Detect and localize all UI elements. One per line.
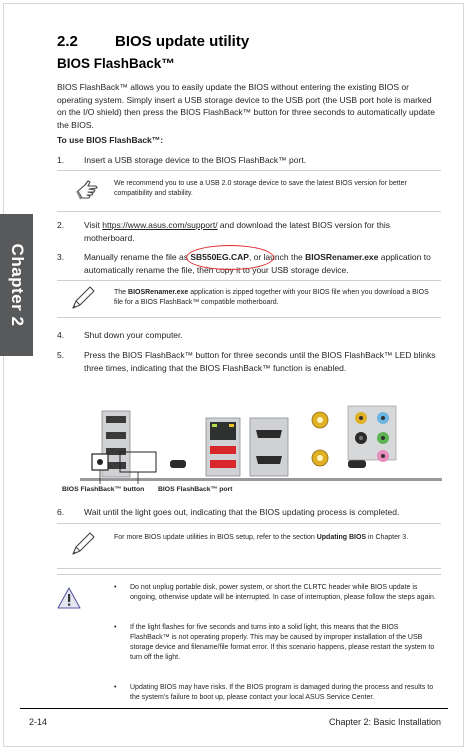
note-1-text: We recommend you to use a USB 2.0 storage device to save the latest BIOS version for better compatibility and stability. xyxy=(114,180,407,197)
footer-rule xyxy=(20,708,448,709)
step-text: Shut down your computer. xyxy=(84,330,183,340)
io-shield-edge xyxy=(80,478,442,481)
pen-note-icon xyxy=(69,284,97,312)
step-number: 6. xyxy=(57,507,65,517)
footer-page-number: 2-14 xyxy=(29,717,48,727)
warning-triangle-icon xyxy=(57,587,81,609)
step-number: 5. xyxy=(57,350,65,360)
step-number: 1. xyxy=(57,155,65,165)
display-ports xyxy=(250,418,288,476)
chapter-tab xyxy=(0,214,33,356)
note-box-1 xyxy=(57,170,441,212)
pen-note-icon xyxy=(69,530,97,558)
note-box-3 xyxy=(57,523,441,569)
section-number: 2.2 xyxy=(57,33,78,50)
label-flashback-port: BIOS FlashBack™ port xyxy=(158,486,233,493)
to-use-heading: To use BIOS FlashBack™: xyxy=(57,135,164,145)
warning-box: • Do not unplug portable disk, power system, or short the CLRTC header while BIOS update is ongoing, otherwise update will be interrupted. In case of interruption, please follow the steps again. • If the light flashes for five seconds and turns into a solid light, this means that the BIOS FlashBack™ is not operating properly. This may be caused by improper installation of the USB storage device and filename/file format error. If this scenario happens, please restart the system to turn off the light. • Updating BIOS may have risks. If the BIOS program is damaged during the process and results to the system’s failure to boot up, please contact your local ASUS Service Center. xyxy=(57,574,441,711)
filename-highlight-circle xyxy=(186,245,274,270)
footer-chapter-title: Chapter 2: Basic Installation xyxy=(328,717,441,727)
step-number: 3. xyxy=(57,252,65,262)
usb-c-port-2 xyxy=(348,460,366,468)
label-flashback-button: BIOS FlashBack™ button xyxy=(62,486,145,493)
audio-jacks xyxy=(348,406,396,462)
step-text: Wait until the light goes out, indicating that the BIOS updating process is completed. xyxy=(84,507,400,517)
bios-renamer-name: BIOSRenamer.exe xyxy=(305,252,379,262)
lan-usb-stack xyxy=(206,418,240,476)
pointing-hand-icon xyxy=(75,177,101,203)
asus-support-link[interactable]: https://www.asus.com/support/ xyxy=(102,220,218,230)
step-text: Visit https://www.asus.com/support/ and download the latest BIOS version for this motherboard. xyxy=(84,220,391,243)
step-number: 4. xyxy=(57,330,65,340)
note-2-text: The BIOSRenamer.exe application is zipped together with your BIOS file when you download a BIOS file for a BIOS FlashBack™ compatible motherboard. xyxy=(114,289,429,306)
note-box-2 xyxy=(57,280,441,318)
step-text: Manually rename the file as SB550EG.CAP, or launch the BIOSRenamer.exe application to automatically rename the file, then copy it to your USB storage device. xyxy=(84,252,431,275)
flashback-usb-port xyxy=(106,462,126,469)
bios-filename: SB550EG.CAP xyxy=(190,252,249,262)
step-number: 2. xyxy=(57,220,65,230)
usb-c-port xyxy=(170,460,186,468)
step-text: Press the BIOS FlashBack™ button for three seconds until the BIOS FlashBack™ LED blinks three times, indicating that the BIOS FlashBack™ function is enabled. xyxy=(84,350,436,373)
section-title-text: BIOS update utility xyxy=(115,33,250,50)
note-3-text: For more BIOS update utilities in BIOS setup, refer to the section Updating BIOS in Chapter 3. xyxy=(114,534,409,541)
section-title xyxy=(57,33,249,50)
step-text: Insert a USB storage device to the BIOS FlashBack™ port. xyxy=(84,155,307,165)
io-panel-figure xyxy=(58,386,442,486)
chapter-tab-label: Chapter 2 xyxy=(7,243,27,327)
intro-paragraph: BIOS FlashBack™ allows you to easily update the BIOS without entering the existing BIOS or operating system. Simply insert a USB storage device to the USB port (the USB port hole is marked on the I/O shield) then press the BIOS FlashBack™ button for three seconds to automatically update the BIOS. xyxy=(57,82,435,130)
subsection-title: BIOS FlashBack™ xyxy=(57,56,175,71)
